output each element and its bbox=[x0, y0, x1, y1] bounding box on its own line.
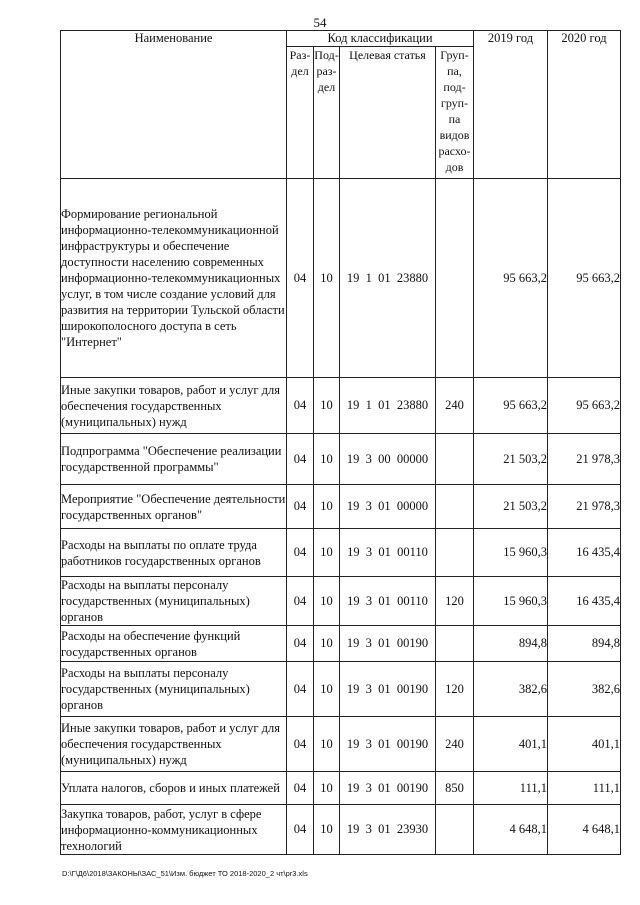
row-name: Расходы на выплаты персоналу государственных (муниципальных) органов bbox=[61, 662, 287, 717]
table-row bbox=[61, 717, 621, 772]
row-name: Подпрограмма "Обеспечение реализации государственной программы" bbox=[61, 434, 287, 485]
row-name: Расходы на выплаты персоналу государственных (муниципальных) органов bbox=[61, 577, 287, 626]
row-name: Расходы на обеспечение функций государственных органов bbox=[61, 626, 287, 662]
row-target: 19 3 01 00190 bbox=[340, 626, 436, 662]
row-podrazdel: 10 bbox=[314, 626, 340, 662]
row-amount-2020: 95 663,2 bbox=[548, 378, 621, 434]
row-razdel: 04 bbox=[287, 485, 314, 529]
table-row bbox=[61, 772, 621, 805]
row-amount-2020: 21 978,3 bbox=[548, 485, 621, 529]
row-group: 240 bbox=[436, 378, 474, 434]
row-name: Закупка товаров, работ, услуг в сфере информационно-коммуникационных технологий bbox=[61, 805, 287, 855]
row-podrazdel: 10 bbox=[314, 378, 340, 434]
file-path-footer: D:\Г\Д6\2018\ЗАКОНЫ\ЗАС_51\Изм. бюджет ТО 2018-2020_2 чт\pr3.xls bbox=[62, 869, 308, 878]
row-razdel: 04 bbox=[287, 717, 314, 772]
row-amount-2019: 15 960,3 bbox=[474, 529, 548, 577]
row-target: 19 3 00 00000 bbox=[340, 434, 436, 485]
row-target: 19 1 01 23880 bbox=[340, 179, 436, 378]
row-amount-2020: 4 648,1 bbox=[548, 805, 621, 855]
header-razdel: Раз- дел bbox=[287, 47, 314, 179]
row-podrazdel: 10 bbox=[314, 434, 340, 485]
row-amount-2020: 111,1 bbox=[548, 772, 621, 805]
row-target: 19 3 01 23930 bbox=[340, 805, 436, 855]
table-row bbox=[61, 662, 621, 717]
row-podrazdel: 10 bbox=[314, 179, 340, 378]
row-group bbox=[436, 529, 474, 577]
table-row bbox=[61, 577, 621, 626]
row-name: Иные закупки товаров, работ и услуг для обеспечения государственных (муниципальных) нужд bbox=[61, 378, 287, 434]
page-number: 54 bbox=[313, 15, 327, 30]
row-amount-2019: 401,1 bbox=[474, 717, 548, 772]
row-amount-2019: 894,8 bbox=[474, 626, 548, 662]
row-name: Иные закупки товаров, работ и услуг для обеспечения государственных (муниципальных) нужд bbox=[61, 717, 287, 772]
row-podrazdel: 10 bbox=[314, 485, 340, 529]
row-group: 240 bbox=[436, 717, 474, 772]
row-target: 19 3 01 00190 bbox=[340, 772, 436, 805]
table-row bbox=[61, 485, 621, 529]
row-razdel: 04 bbox=[287, 772, 314, 805]
table-row bbox=[61, 434, 621, 485]
row-razdel: 04 bbox=[287, 805, 314, 855]
budget-table bbox=[60, 30, 621, 855]
row-target: 19 3 01 00110 bbox=[340, 529, 436, 577]
row-amount-2019: 4 648,1 bbox=[474, 805, 548, 855]
table-row bbox=[61, 179, 621, 378]
row-amount-2020: 382,6 bbox=[548, 662, 621, 717]
row-group bbox=[436, 434, 474, 485]
header-name: Наименование bbox=[61, 31, 287, 179]
row-name: Формирование региональной информационно-телекоммуникационной инфраструктуры и обеспечение доступности населению современных информационно-телекоммуникационных услуг, в том числе создание условий для развития на территории Тульской области широкополосного доступа в сеть "Интернет" bbox=[61, 179, 287, 378]
row-razdel: 04 bbox=[287, 529, 314, 577]
row-razdel: 04 bbox=[287, 378, 314, 434]
row-razdel: 04 bbox=[287, 626, 314, 662]
row-podrazdel: 10 bbox=[314, 529, 340, 577]
row-amount-2019: 15 960,3 bbox=[474, 577, 548, 626]
row-razdel: 04 bbox=[287, 179, 314, 378]
row-group bbox=[436, 626, 474, 662]
header-2020: 2020 год bbox=[548, 31, 621, 179]
row-amount-2020: 95 663,2 bbox=[548, 179, 621, 378]
row-target: 19 3 01 00190 bbox=[340, 662, 436, 717]
row-target: 19 3 01 00190 bbox=[340, 717, 436, 772]
row-razdel: 04 bbox=[287, 434, 314, 485]
header-target: Целевая статья bbox=[340, 47, 436, 179]
row-podrazdel: 10 bbox=[314, 717, 340, 772]
row-amount-2020: 21 978,3 bbox=[548, 434, 621, 485]
row-target: 19 3 01 00000 bbox=[340, 485, 436, 529]
header-2019: 2019 год bbox=[474, 31, 548, 179]
row-name: Уплата налогов, сборов и иных платежей bbox=[61, 772, 287, 805]
row-amount-2020: 16 435,4 bbox=[548, 529, 621, 577]
header-group: Груп- па, под- груп- па видов расхо- дов bbox=[436, 47, 474, 179]
row-amount-2019: 111,1 bbox=[474, 772, 548, 805]
table-row bbox=[61, 529, 621, 577]
table-row bbox=[61, 805, 621, 855]
table-row bbox=[61, 378, 621, 434]
row-target: 19 1 01 23880 bbox=[340, 378, 436, 434]
row-group: 120 bbox=[436, 577, 474, 626]
row-podrazdel: 10 bbox=[314, 577, 340, 626]
row-razdel: 04 bbox=[287, 577, 314, 626]
row-amount-2020: 16 435,4 bbox=[548, 577, 621, 626]
row-group bbox=[436, 485, 474, 529]
row-amount-2019: 382,6 bbox=[474, 662, 548, 717]
row-amount-2019: 95 663,2 bbox=[474, 378, 548, 434]
row-group: 850 bbox=[436, 772, 474, 805]
row-name: Расходы на выплаты по оплате труда работников государственных органов bbox=[61, 529, 287, 577]
row-name: Мероприятие "Обеспечение деятельности государственных органов" bbox=[61, 485, 287, 529]
row-amount-2020: 401,1 bbox=[548, 717, 621, 772]
row-target: 19 3 01 00110 bbox=[340, 577, 436, 626]
row-razdel: 04 bbox=[287, 662, 314, 717]
row-amount-2019: 21 503,2 bbox=[474, 434, 548, 485]
row-amount-2019: 21 503,2 bbox=[474, 485, 548, 529]
header-podrazdel: Под- раз- дел bbox=[314, 47, 340, 179]
row-group: 120 bbox=[436, 662, 474, 717]
row-amount-2020: 894,8 bbox=[548, 626, 621, 662]
row-amount-2019: 95 663,2 bbox=[474, 179, 548, 378]
row-group bbox=[436, 179, 474, 378]
row-group bbox=[436, 805, 474, 855]
row-podrazdel: 10 bbox=[314, 662, 340, 717]
row-podrazdel: 10 bbox=[314, 805, 340, 855]
row-podrazdel: 10 bbox=[314, 772, 340, 805]
table-row bbox=[61, 626, 621, 662]
header-code-group: Код классификации bbox=[287, 31, 474, 47]
